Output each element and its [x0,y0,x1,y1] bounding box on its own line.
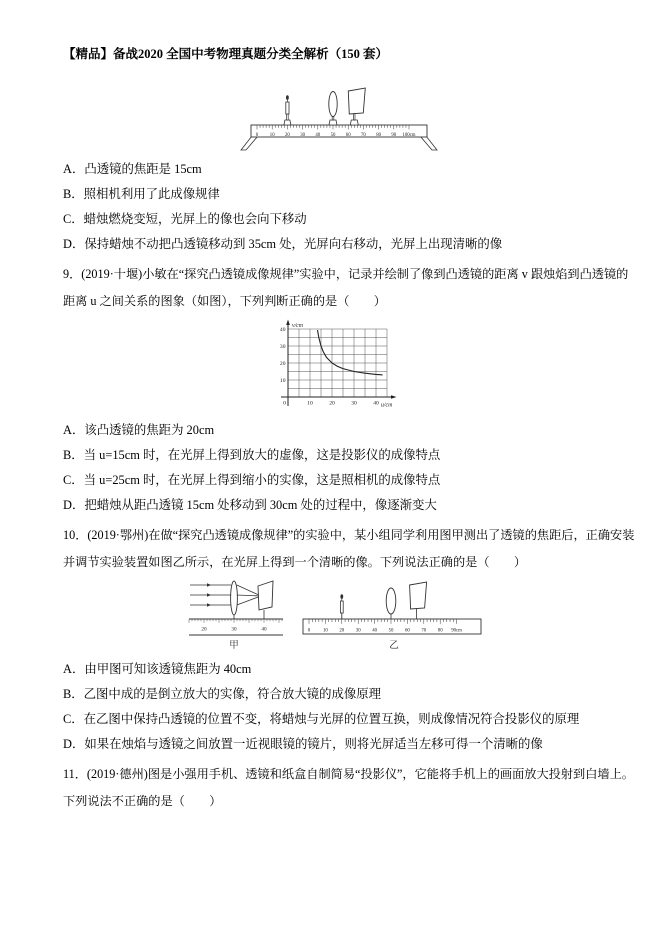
bench-leg-left [241,136,258,150]
light-ray [237,585,261,596]
ruler-label: 100cm [402,132,416,138]
q9-option-a: A．该凸透镜的焦距为 20cm [63,423,215,437]
q10-options [63,657,605,757]
origin-tick-label: 0 [283,400,286,407]
ruler-label: 60 [405,628,410,634]
q8-option-c: C．蜡烛燃烧变短，光屏上的像也会向下移动 [63,212,307,226]
ray-arrowhead [207,593,211,596]
q10-option-b: B．乙图中成的是倒立放大的实像，符合放大镜的成像原理 [63,687,382,701]
ruler-label: 90cm [451,628,462,634]
q9-graph-svg [268,318,398,412]
jia-caption: 甲 [229,641,239,651]
q8-option-a: A．凸透镜的焦距是 15cm [63,162,202,176]
convex-lens [329,92,337,126]
y-tick-label: 10 [279,378,286,384]
q10-figures [183,577,605,651]
q10-figure-jia-svg [183,577,291,651]
ruler-label: 80 [437,628,443,634]
ray-arrowhead [207,583,211,586]
ruler-label: 30 [300,132,305,138]
ruler-label: 20 [285,132,290,138]
q10-stem [63,522,635,575]
jia-rays [190,583,261,606]
q8-option-b: B．照相机利用了此成像规律 [63,187,220,201]
ruler-label: 40 [372,628,377,634]
yi-caption: 乙 [389,641,399,651]
q9-graph-figure [268,318,398,412]
ruler-label: 50 [330,132,336,138]
ruler-label: 60 [345,132,351,138]
q8-option-d: D．保持蜡烛不动把凸透镜移动到 35cm 处，光屏向右移动，光屏上出现清晰的像 [63,237,503,251]
q8-options [63,157,605,257]
light-ray [237,596,261,605]
light-screen [348,88,365,125]
q9-grid [288,329,387,397]
ray-arrowhead [207,603,211,606]
ruler-label: 40 [315,132,321,138]
ruler-label: 30 [355,628,361,634]
ruler-label: 70 [421,628,427,634]
x-tick-label: 40 [373,400,379,407]
ruler-label: 0 [255,132,259,138]
ruler-label: 30 [231,626,237,633]
q10-option-a: A．由甲图可知该透镜焦距为 40cm [63,662,252,676]
candle [284,95,291,125]
q9-stem-line2: 距离 u 之间关系的图象（如图），下列判断正确的是（ ） [63,293,386,308]
q10-option-c: C．在乙图中保持凸透镜的位置不变，将蜡烛与光屏的位置互换，则成像情况符合投影仪的原理 [63,712,580,726]
ruler-label: 20 [201,626,207,633]
candle-flame [286,95,289,100]
y-axis-arrow [286,320,290,326]
ruler-label: 0 [307,628,311,634]
q10-option-d: D．如果在烛焰与透镜之间放置一近视眼镜的镜片，则将光屏适当左移可得一个清晰的像 [63,737,543,751]
q9-option-b: B．当 u=15cm 时，在光屏上得到放大的虚像，这是投影仪的成像特点 [63,448,441,462]
q10-figure-yi-svg [299,577,489,651]
q9-ticklabels [280,327,379,407]
q11-stem-line2: 下列说法不正确的是（ ） [63,793,222,808]
x-axis-label: u/cm [381,402,393,409]
q9-options [63,418,605,518]
jia-lens [231,581,238,619]
q10-stem-line2: 并调节实验装置如图乙所示，在光屏上得到一个清晰的像。下列说法正确的是（ ） [63,554,527,569]
q11-stem [63,761,634,814]
q8-optical-bench-figure [239,87,439,151]
x-tick-label: 30 [351,400,357,407]
ruler-label: 70 [361,132,366,138]
ruler-label: 40 [261,626,267,633]
yi-candle [340,594,343,619]
yi-screen [410,582,427,619]
ruler-label: 10 [323,628,328,634]
light-ray [237,595,261,596]
y-axis-label: v/cm [292,323,303,329]
ruler-label: 50 [388,628,394,634]
y-tick-label: 30 [279,344,286,350]
q10-stem-line1: 10．(2019·鄂州)在做“探究凸透镜成像规律”的实验中，某小组同学利用图甲测出了透镜的焦距后，正确安装 [63,528,635,542]
y-tick-label: 20 [279,361,286,367]
x-tick-label: 20 [329,400,335,407]
x-axis-arrow [391,395,397,399]
ruler-label: 90 [391,132,397,138]
ruler-label: 10 [269,132,275,138]
jia-labels [201,627,267,633]
y-tick-label: 40 [279,327,286,333]
q9-stem [63,261,629,314]
ruler-label: 20 [339,628,345,634]
yi-lens [386,588,396,619]
q9-curve [318,330,383,375]
x-tick-label: 10 [307,400,313,407]
page-header-title: 【精品】备战2020 全国中考物理真题分类全解析（150 套） [63,47,389,61]
q9-stem-line1: 9．(2019·十堰)小敏在“探究凸透镜成像规律”实验中，记录并绘制了像到凸透镜的距离 v 跟烛焰到凸透镜的 [63,267,629,281]
jia-screen [258,581,273,619]
ruler-label: 80 [376,132,381,138]
bench-leg-right [420,136,437,150]
q11-stem-line1: 11．(2019·德州)图是小强用手机、透镜和纸盒自制简易“投影仪”，它能将手机上的画面放大投射到白墙上。 [63,767,634,781]
jia-ticks [189,619,282,623]
optical-bench-svg [239,87,439,151]
q9-option-c: C．当 u=25cm 时，在光屏上得到缩小的实像，这是照相机的成像特点 [63,473,441,487]
q9-option-d: D．把蜡烛从距凸透镜 15cm 处移动到 30cm 处的过程中，像逐渐变大 [63,498,437,512]
